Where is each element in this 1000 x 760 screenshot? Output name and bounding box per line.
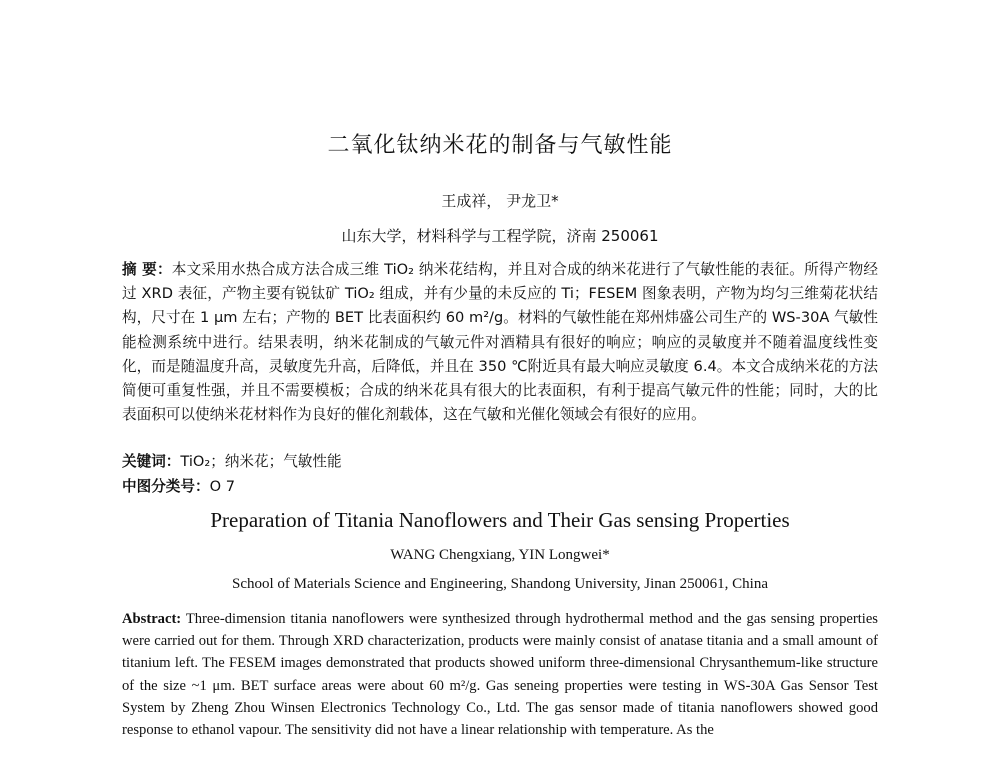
- chinese-authors: 王成祥， 尹龙卫*: [441, 192, 559, 210]
- english-affiliation: School of Materials Science and Engineering, Shandong University, Jinan 250061, China: [231, 576, 768, 592]
- chinese-title: 二氧化钛纳米花的制备与气敏性能: [327, 133, 673, 158]
- chinese-keywords-label: 关键词：: [122, 453, 181, 470]
- chinese-keywords-text: TiO₂；纳米花；气敏性能: [180, 453, 342, 470]
- chinese-classification: [122, 475, 235, 496]
- chinese-affiliation: 山东大学，材料科学与工程学院，济南 250061: [341, 227, 659, 245]
- chinese-classification-label: 中图分类号：: [122, 478, 210, 495]
- english-authors: WANG Chengxiang, YIN Longwei*: [390, 547, 610, 563]
- chinese-abstract-text: 本文采用水热合成方法合成三维 TiO₂ 纳米花结构，并且对合成的纳米花进行了气敏性能的表征。所得产物经过 XRD 表征，产物主要有锐钛矿 TiO₂ 组成，并有少量的未反应的 Ti；FESEM 图象表明，产物为均匀三维菊花状结构，尺寸在 1 μm 左右；产物的 BET 比表面积约 60 m²/g。材料的气敏性能在郑州炜盛公司生产的 WS-30A 气敏性能检测系统中进行。结果表明，纳米花制成的气敏元件对酒精具有很好的响应；响应的灵敏度并不随着温度线性变化，而是随温度升高，灵敏度先升高，后降低，并且在 350 ℃附近具有最大响应灵敏度 6.4。本文合成纳米花的方法简便可重复性强，并且不需要模板；合成的纳米花具有很大的比表面积，有利于提高气敏元件的性能；同时，大的比表面积可以使纳米花材料作为良好的催化剂载体，这在气敏和光催化领域会有很好的应用。: [122, 261, 878, 424]
- chinese-classification-text: O 7: [209, 478, 235, 495]
- english-abstract: [122, 608, 878, 741]
- english-abstract-text: Three-dimension titania nanoflowers were synthesized through hydrothermal method and the gas sensing properties were carried out for them. Through XRD characterization, products were mainly consist of anatase titania and a small amount of titanium left. The FESEM images demonstrated that products showed uniform three-dimensional Chrysanthemum-like structure of the size ~1 μm. BET surface areas were about 60 m²/g. Gas seneing properties were testing in WS-30A Gas Sensor Test System by Zheng Zhou Winsen Electronics Technology Co., Ltd. The gas sensor made of titania nanoflowers showed good response to ethanol vapour. The sensitivity did not have a linear relationship with temperature. As the: [122, 611, 878, 739]
- chinese-abstract-label: 摘 要：: [122, 261, 172, 278]
- english-title: Preparation of Titania Nanoflowers and Their Gas sensing Properties: [210, 508, 790, 532]
- chinese-keywords: [122, 450, 342, 471]
- english-abstract-label: Abstract:: [122, 611, 182, 627]
- chinese-abstract: [122, 258, 878, 427]
